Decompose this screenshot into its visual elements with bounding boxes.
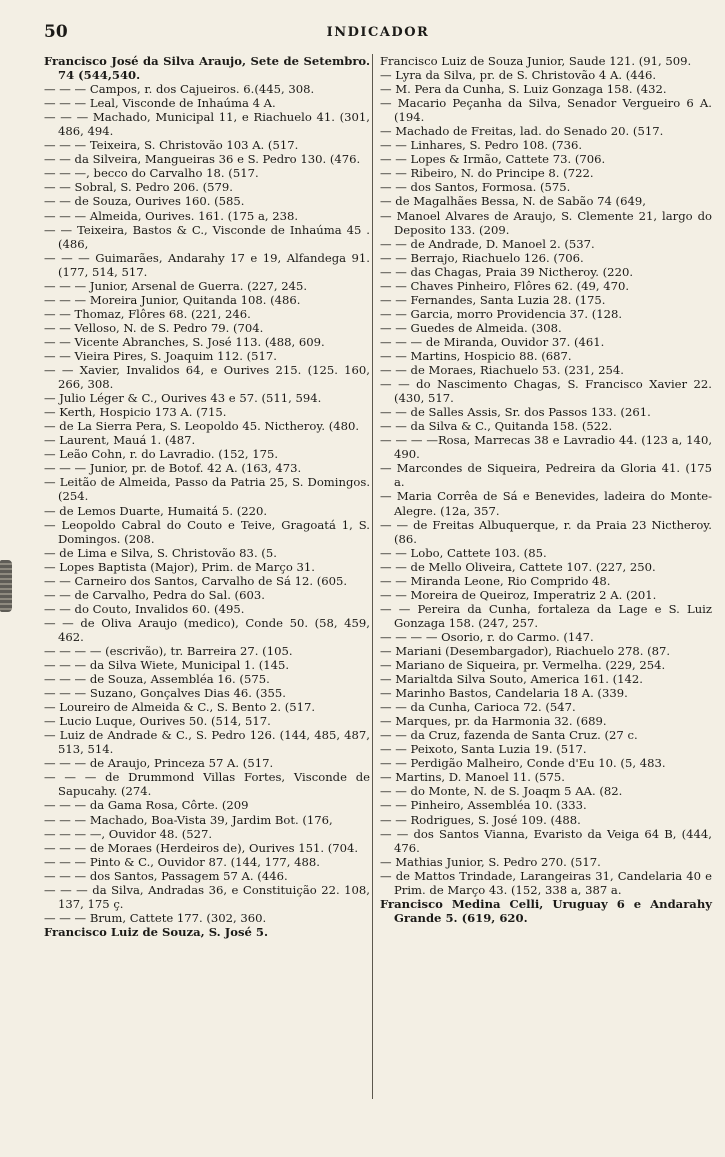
directory-entry: — — dos Santos Vianna, Evaristo da Veiga 64 B, (444, 476. [380, 826, 712, 855]
directory-entry: — — Garcia, morro Providencia 37. (128. [380, 306, 623, 321]
directory-entry: — — —, becco do Carvalho 18. (517. [44, 166, 259, 181]
directory-entry: — Manoel Alvares de Araujo, S. Clemente 21, largo do Deposito 133. (209. [380, 208, 712, 237]
directory-entry: — — da Silveira, Mangueiras 36 e S. Pedro 130. (476. [44, 152, 361, 167]
directory-entry: — Mariani (Desembargador), Riachuelo 278. (87. [380, 643, 671, 658]
directory-entry: — — Linhares, S. Pedro 108. (736. [380, 138, 583, 153]
left-column [44, 54, 370, 939]
directory-entry: — — dos Santos, Formosa. (575. [380, 180, 571, 195]
directory-entry: — — Thomaz, Flôres 68. (221, 246. [44, 306, 251, 321]
directory-entry: — — — Pinto & C., Ouvidor 87. (144, 177, 488. [44, 854, 320, 869]
directory-entry: — — — — (escrivão), tr. Barreira 27. (105. [44, 643, 293, 658]
directory-entry: Francisco Luiz de Souza, S. José 5. [44, 924, 269, 939]
directory-entry: — Marcondes de Siqueira, Pedreira da Gloria 41. (175 a. [380, 461, 712, 490]
directory-entry: — — de Carvalho, Pedra do Sal. (603. [44, 587, 265, 602]
directory-entry: — — de Moraes, Riachuelo 53. (231, 254. [380, 363, 624, 378]
directory-entry: — — da Silva & C., Quitanda 158. (522. [380, 419, 613, 434]
directory-entry: — de La Sierra Pera, S. Leopoldo 45. Nictheroy. (480. [44, 419, 360, 434]
directory-entry: — — — Junior, pr. de Botof. 42 A. (163, 473. [44, 461, 302, 476]
directory-entry: — — Martins, Hospicio 88. (687. [380, 348, 572, 363]
directory-entry: — — Vicente Abranches, S. José 113. (488, 609. [44, 334, 325, 349]
directory-entry: — Laurent, Mauá 1. (487. [44, 433, 196, 448]
directory-entry: — Lucio Luque, Ourives 50. (514, 517. [44, 714, 271, 729]
page-edge-mark [0, 560, 12, 612]
directory-entry: Francisco Luiz de Souza Junior, Saude 121. (91, 509. [380, 54, 692, 68]
directory-entry: — — — de Souza, Assembléa 16. (575. [44, 672, 270, 687]
directory-entry: — Julio Léger & C., Ourives 43 e 57. (511, 594. [44, 391, 322, 406]
directory-entry: — — de Andrade, D. Manoel 2. (537. [380, 236, 595, 251]
directory-entry: — — Moreira de Queiroz, Imperatriz 2 A. (201. [380, 587, 657, 602]
directory-entry: — — Perdigão Malheiro, Conde d'Eu 10. (5, 483. [380, 756, 666, 771]
directory-entry: Francisco Medina Celli, Uruguay 6 e Andarahy Grande 5. (619, 620. [380, 896, 712, 925]
directory-entry: — Leopoldo Cabral do Couto e Teive, Gragoatá 1, S. Domingos. (208. [44, 517, 370, 546]
directory-entry: — Mariano de Siqueira, pr. Vermelha. (229, 254. [380, 658, 666, 673]
directory-entry: — — Sobral, S. Pedro 206. (579. [44, 180, 233, 195]
directory-entry: — — — —, Ouvidor 48. (527. [44, 826, 213, 841]
directory-entry: — — do Couto, Invalidos 60. (495. [44, 601, 245, 616]
directory-entry: — — — de Moraes (Herdeiros de), Ourives 151. (704. [44, 840, 359, 855]
directory-entry: — — de Freitas Albuquerque, r. da Praia 23 Nictheroy. (86. [380, 517, 712, 546]
directory-entry: — — — Campos, r. dos Cajueiros. 6.(445, 308. [44, 82, 315, 97]
directory-entry: — — — Machado, Municipal 11, e Riachuelo 41. (301, 486, 494. [44, 110, 370, 139]
directory-entry: — Kerth, Hospicio 173 A. (715. [44, 405, 227, 420]
directory-entry: — Martins, D. Manoel 11. (575. [380, 770, 565, 785]
directory-entry: — — Rodrigues, S. José 109. (488. [380, 812, 581, 827]
directory-entry: — de Magalhães Bessa, N. de Sabão 74 (649, [380, 194, 646, 209]
directory-entry: — Machado de Freitas, lad. do Senado 20. (517. [380, 124, 664, 139]
directory-entry: — Leão Cohn, r. do Lavradio. (152, 175. [44, 447, 279, 462]
directory-entry: — Lopes Baptista (Major), Prim. de Março 31. [44, 559, 315, 574]
directory-entry: — — Xavier, Invalidos 64, e Ourives 215. (125. 160, 266, 308. [44, 363, 370, 392]
directory-entry: — Maria Corrêa de Sá e Benevides, ladeira do Monte-Alegre. (12a, 357. [380, 489, 712, 518]
directory-entry: — — de Mello Oliveira, Cattete 107. (227, 250. [380, 559, 656, 574]
directory-entry: — — — de Miranda, Ouvidor 37. (461. [380, 334, 605, 349]
right-column [380, 54, 712, 925]
directory-entry: — Marques, pr. da Harmonia 32. (689. [380, 714, 607, 729]
directory-entry: — — de Oliva Araujo (medico), Conde 50. (58, 459, 462. [44, 615, 370, 644]
directory-entry: — — — Guimarães, Andarahy 17 e 19, Alfandega 91. (177, 514, 517. [44, 250, 370, 279]
directory-entry: — — Guedes de Almeida. (308. [380, 320, 562, 335]
directory-entry: — — — Junior, Arsenal de Guerra. (227, 245. [44, 278, 308, 293]
directory-entry: — — Vieira Pires, S. Joaquim 112. (517. [44, 348, 277, 363]
directory-entry: — Lyra da Silva, pr. de S. Christovão 4 A. (446. [380, 68, 657, 83]
running-title: INDICADOR [326, 25, 430, 40]
directory-entry: — — Velloso, N. de S. Pedro 79. (704. [44, 320, 264, 335]
directory-entry: — — — Almeida, Ourives. 161. (175 a, 238. [44, 208, 299, 223]
directory-entry: — — do Nascimento Chagas, S. Francisco Xavier 22. (430, 517. [380, 377, 712, 406]
directory-entry: — de Lima e Silva, S. Christovão 83. (5. [44, 545, 277, 560]
directory-entry: — — das Chagas, Praia 39 Nictheroy. (220. [380, 264, 634, 279]
directory-entry: — — Teixeira, Bastos & C., Visconde de Inhaúma 45 .(486, [44, 222, 370, 251]
directory-entry: — — — da Gama Rosa, Côrte. (209 [44, 798, 249, 813]
directory-entry: — — Pereira da Cunha, fortaleza da Lage e S. Luiz Gonzaga 158. (247, 257. [380, 601, 712, 630]
directory-entry: — — — Leal, Visconde de Inhaúma 4 A. [44, 96, 276, 111]
directory-entry: — — — de Drummond Villas Fortes, Visconde de Sapucahy. (274. [44, 770, 370, 799]
directory-entry: — de Mattos Trindade, Larangeiras 31, Candelaria 40 e Prim. de Março 43. (152, 338 a, 387 a. [380, 868, 712, 897]
directory-entry: — — — Moreira Junior, Quitanda 108. (486. [44, 292, 301, 307]
column-divider [372, 54, 373, 1099]
directory-entry: — de Lemos Duarte, Humaitá 5. (220. [44, 503, 268, 518]
directory-entry: — — Miranda Leone, Rio Comprido 48. [380, 573, 611, 588]
directory-entry: — Loureiro de Almeida & C., S. Bento 2. (517. [44, 700, 316, 715]
directory-entry: — — Peixoto, Santa Luzia 19. (517. [380, 742, 587, 757]
directory-entry: — — — Suzano, Gonçalves Dias 46. (355. [44, 686, 286, 701]
directory-entry: — — Chaves Pinheiro, Flôres 62. (49, 470. [380, 278, 630, 293]
directory-entry: — — — da Silva, Andradas 36, e Constituição 22. 108, 137, 175 ç. [44, 882, 370, 911]
directory-entry: — Mathias Junior, S. Pedro 270. (517. [380, 854, 601, 869]
directory-entry: — — — — Osorio, r. do Carmo. (147. [380, 629, 594, 644]
directory-entry: — Marinho Bastos, Candelaria 18 A. (339. [380, 686, 628, 701]
directory-entry: Francisco José da Silva Araujo, Sete de Setembro. 74 (544,540. [44, 54, 370, 83]
directory-entry: — — de Souza, Ourives 160. (585. [44, 194, 245, 209]
directory-entry: — — Ribeiro, N. do Principe 8. (722. [380, 166, 594, 181]
directory-entry: — — Fernandes, Santa Luzia 28. (175. [380, 292, 606, 307]
page-number: 50 [44, 22, 68, 42]
directory-entry: — M. Pera da Cunha, S. Luiz Gonzaga 158. (432. [380, 82, 667, 97]
directory-entry: — — Carneiro dos Santos, Carvalho de Sá 12. (605. [44, 573, 348, 588]
directory-entry: — Leitão de Almeida, Passo da Patria 25, S. Domingos. (254. [44, 475, 370, 504]
directory-entry: — — — Teixeira, S. Christovão 103 A. (517. [44, 138, 299, 153]
directory-entry: — Macario Peçanha da Silva, Senador Vergueiro 6 A. (194. [380, 96, 712, 125]
directory-entry: — — — Machado, Boa-Vista 39, Jardim Bot. (176, [44, 812, 333, 827]
directory-entry: — — da Cruz, fazenda de Santa Cruz. (27 c. [380, 728, 638, 743]
directory-entry: — — — Brum, Cattete 177. (302, 360. [44, 910, 267, 925]
directory-entry: — — — dos Santos, Passagem 57 A. (446. [44, 868, 288, 883]
page-header [44, 22, 712, 44]
directory-entry: — — Berrajo, Riachuelo 126. (706. [380, 250, 584, 265]
directory-entry: — Marialtda Silva Souto, America 161. (142. [380, 672, 643, 687]
directory-entry: — — da Cunha, Carioca 72. (547. [380, 700, 576, 715]
directory-entry: — — Pinheiro, Assembléa 10. (333. [380, 798, 587, 813]
directory-entry: — — de Salles Assis, Sr. dos Passos 133. (261. [380, 405, 651, 420]
directory-entry: — — Lopes & Irmão, Cattete 73. (706. [380, 152, 606, 167]
directory-entry: — Luiz de Andrade & C., S. Pedro 126. (144, 485, 487, 513, 514. [44, 728, 370, 757]
directory-entry: — — — de Araujo, Princeza 57 A. (517. [44, 756, 274, 771]
directory-entry: — — — —Rosa, Marrecas 38 e Lavradio 44. (123 a, 140, 490. [380, 433, 712, 462]
directory-entry: — — — da Silva Wiete, Municipal 1. (145. [44, 658, 290, 673]
directory-entry: — — do Monte, N. de S. Joaqm 5 AA. (82. [380, 784, 623, 799]
directory-entry: — — Lobo, Cattete 103. (85. [380, 545, 547, 560]
